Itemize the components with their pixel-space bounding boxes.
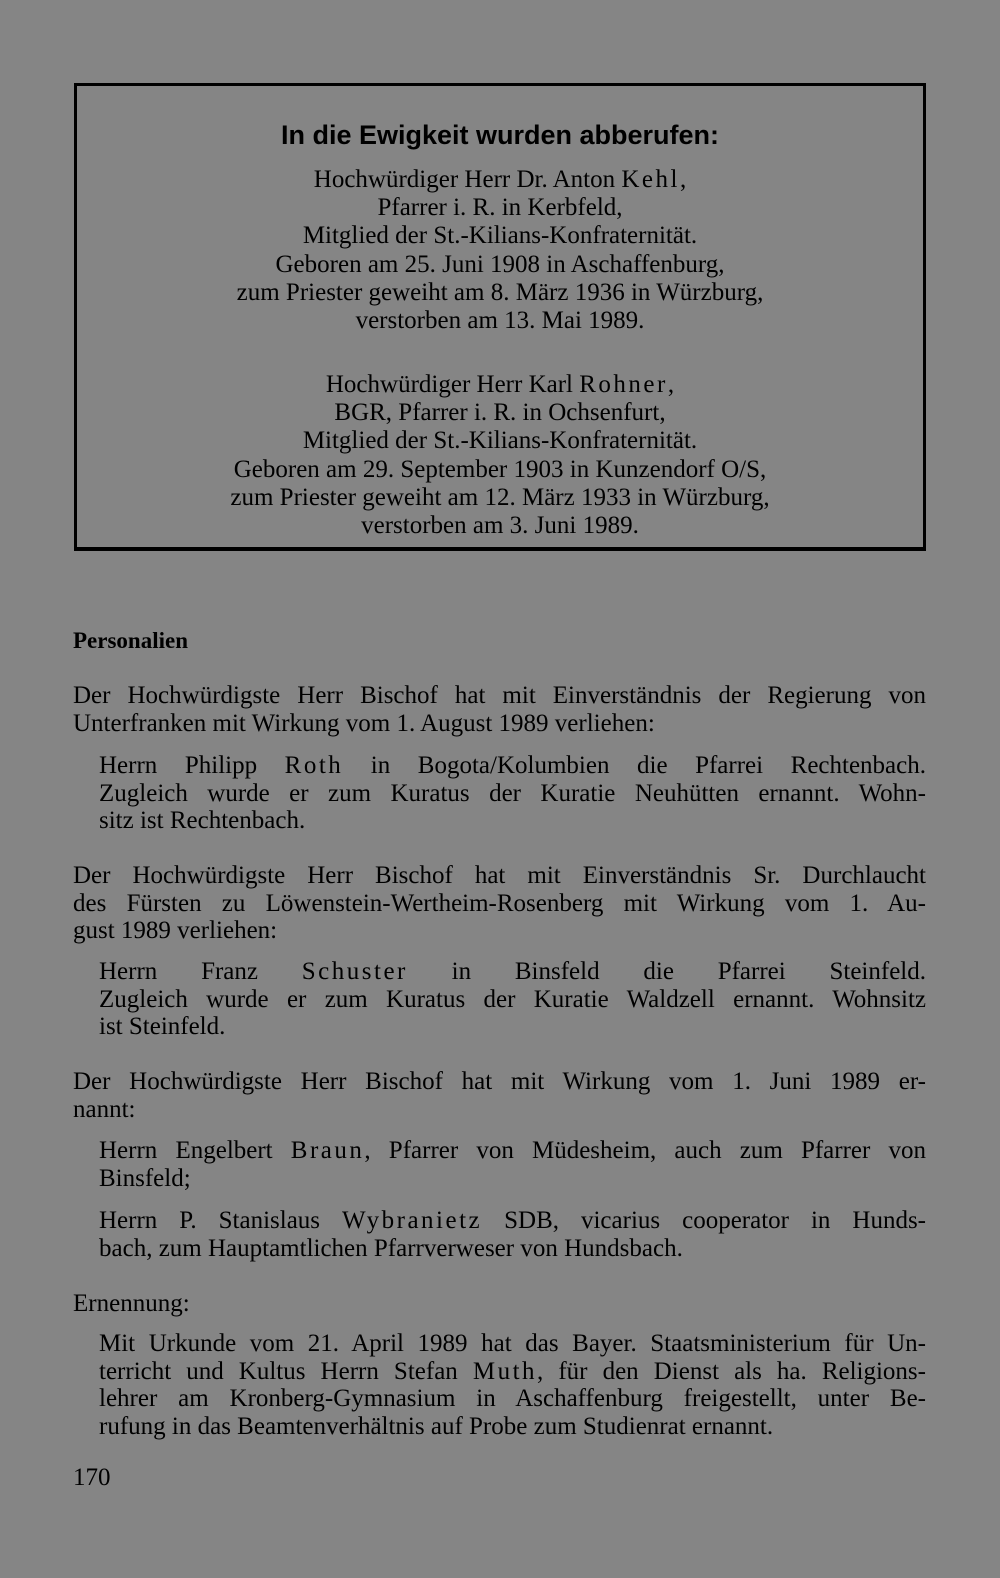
paragraph-bishop-appointment: Der Hochwürdigste Herr Bischof hat mit Wirkung vom 1. Juni 1989 er- nannt: [73,1068,926,1123]
obituary-line: verstorben am 13. Mai 1989. [355,307,645,335]
obituary-line: Pfarrer i. R. in Kerbfeld, [377,194,623,222]
obituary-line: Mitglied der St.-Kilians-Konfraternität. [302,427,698,455]
paragraph-braun: Herrn Engelbert Braun, Pfarrer von Müdesheim, auch zum Pfarrer von Binsfeld; [99,1137,926,1192]
paragraph-wybranietz: Herrn P. Stanislaus Wybranietz SDB, vicarius cooperator in Hunds- bach, zum Hauptamtlichen Pfarrverweser von Hundsbach. [99,1207,927,1262]
obituary-line: BGR, Pfarrer i. R. in Ochsenfurt, [334,399,666,427]
label-ernennung: Ernennung: [73,1290,190,1317]
obituary-line: zum Priester geweiht am 12. März 1933 in Würzburg, [230,483,770,511]
obituary-line: verstorben am 3. Juni 1989. [361,512,639,540]
obituary-entry-kehl [77,166,923,335]
obituary-line: Hochwürdiger Herr Karl Rohner, [325,371,675,398]
obituary-line: Geboren am 29. September 1903 in Kunzendorf O/S, [233,455,767,483]
obituary-line: Hochwürdiger Herr Dr. Anton Kehl, [313,166,687,193]
obituary-heading: In die Ewigkeit wurden abberufen: [280,120,720,150]
paragraph-muth: Mit Urkunde vom 21. April 1989 hat das Bayer. Staatsministerium für Un- terricht und Kultus Herrn Stefan Muth, für den Dienst als ha. Religions- lehrer am Kronberg-Gymnasium in Aschaffenburg freigestellt, unter Be- rufung in das Beamtenverhältnis auf Probe zum Studienrat ernannt. [99,1330,926,1440]
obituary-line: Mitglied der St.-Kilians-Konfraternität. [302,222,698,250]
obituary-box [74,83,926,551]
paragraph-bishop-grant-1: Der Hochwürdigste Herr Bischof hat mit Einverständnis der Regierung von Unterfranken mit Wirkung vom 1. August 1989 verliehen: [73,682,926,737]
paragraph-roth: Herrn Philipp Roth in Bogota/Kolumbien die Pfarrei Rechtenbach. Zugleich wurde er zum Kuratus der Kuratie Neuhütten ernannt. Wohn- sitz ist Rechtenbach. [99,752,926,834]
obituary-line: zum Priester geweiht am 8. März 1936 in Würzburg, [236,278,764,306]
page-number: 170 [73,1464,111,1491]
section-title-personalien: Personalien [73,628,188,653]
paragraph-bishop-grant-2: Der Hochwürdigste Herr Bischof hat mit Einverständnis Sr. Durchlaucht des Fürsten zu Löwenstein-Wertheim-Rosenberg mit Wirkung vom 1. Au- gust 1989 verliehen: [73,862,926,944]
paragraph-schuster: Herrn Franz Schuster in Binsfeld die Pfarrei Steinfeld. Zugleich wurde er zum Kuratus der Kuratie Waldzell ernannt. Wohnsitz ist Steinfeld. [99,958,926,1040]
obituary-entry-rohner [77,371,923,540]
obituary-line: Geboren am 25. Juni 1908 in Aschaffenburg, [275,250,725,278]
